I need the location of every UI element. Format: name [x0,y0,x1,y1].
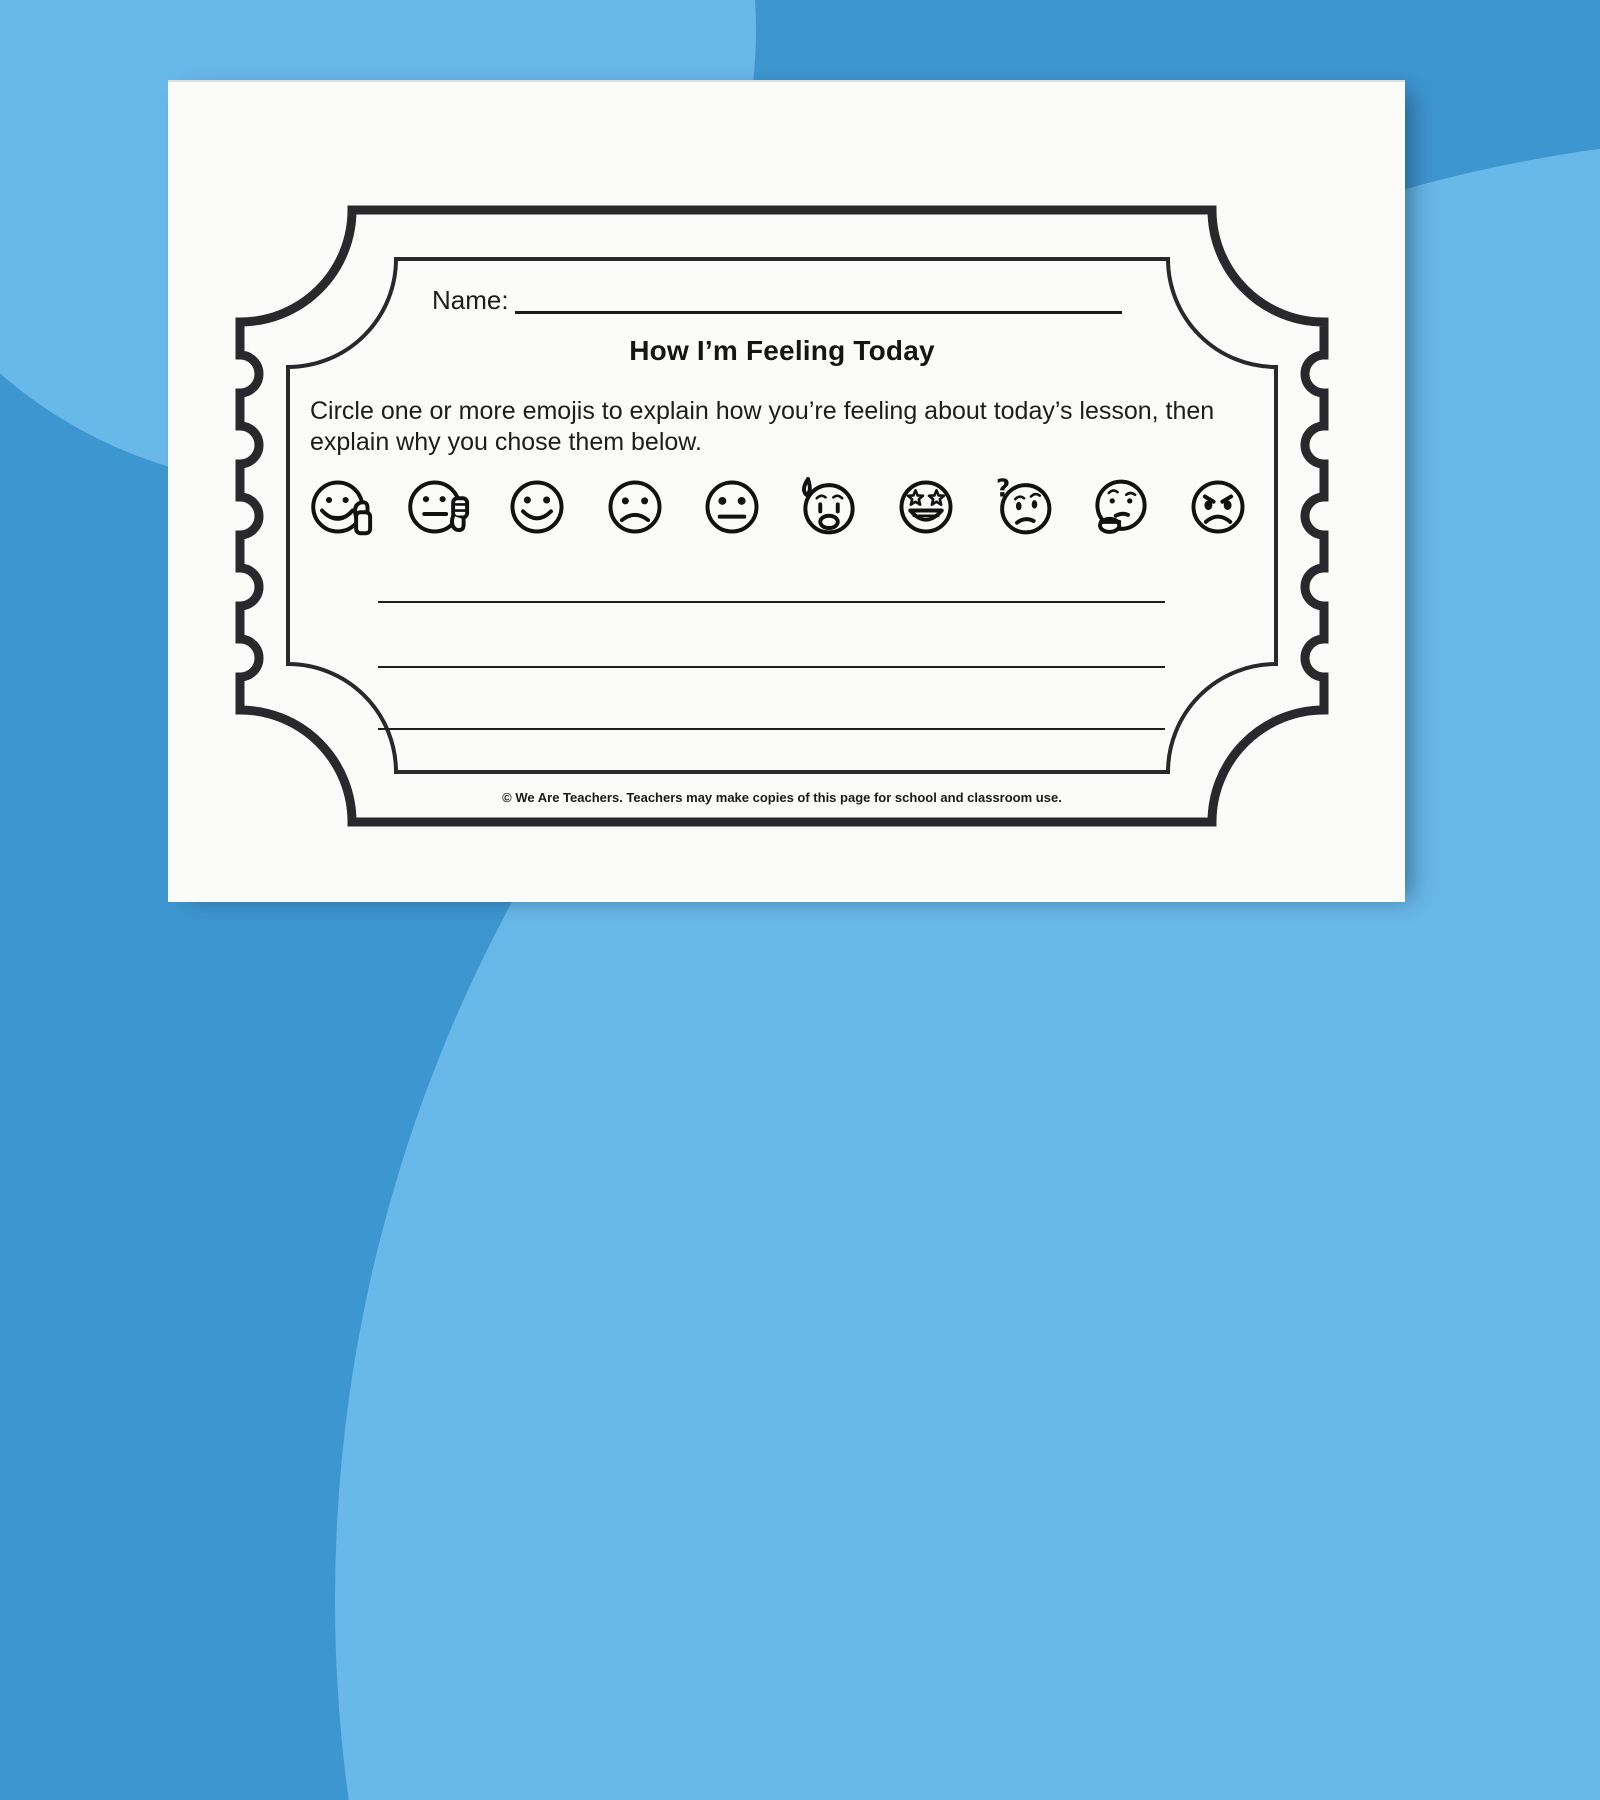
neutral-face-with-thumbs-down-icon [405,472,475,542]
angry-face-icon [1183,472,1253,542]
copyright-notice: © We Are Teachers. Teachers may make copies of this page for school and classroom use. [502,790,1062,805]
frowning-face-icon [600,472,670,542]
name-field [432,285,509,317]
grinning-face-with-thumbs-up-icon [308,472,378,542]
writing-line [378,666,1165,668]
name-label: Name: [432,285,509,315]
instructions [310,396,1240,458]
svg-text:?: ? [995,473,1010,503]
instructions-line-1: Circle one or more emojis to explain how you’re feeling about today’s lesson, then [310,397,1215,425]
smiling-face-icon [502,472,572,542]
star-struck-face-icon [891,472,961,542]
name-blank-line [515,311,1122,314]
worksheet-title: How I’m Feeling Today [629,335,935,366]
anxious-face-with-sweat-icon [794,472,864,542]
thinking-face-icon [1086,472,1156,542]
worksheet-page [168,80,1405,902]
confused-face-with-question-mark-icon [989,472,1059,542]
emoji-row [308,472,1253,542]
writing-line [378,728,1165,730]
neutral-face-icon [697,472,767,542]
writing-line [378,601,1165,603]
instructions-line-2: explain why you chose them below. [310,428,702,456]
